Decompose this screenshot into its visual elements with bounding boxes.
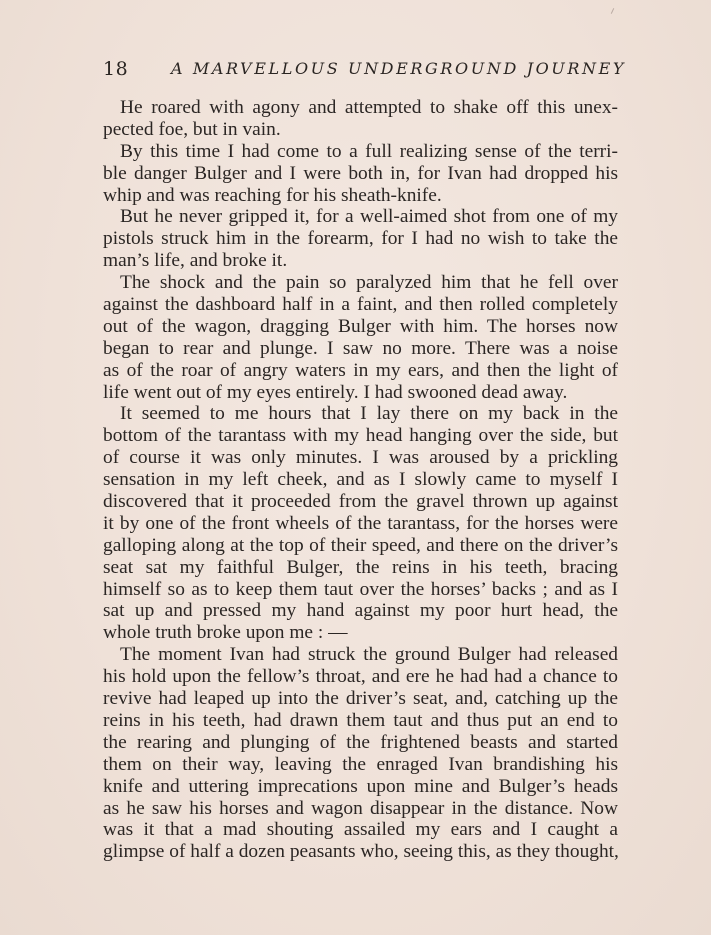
text-line: began to rear and plunge. I saw no more. There was a noise bbox=[103, 337, 618, 359]
text-line: the rearing and plunging of the frightened beasts and started bbox=[103, 731, 618, 753]
page-header bbox=[103, 58, 627, 84]
page-number: 18 bbox=[103, 58, 129, 80]
text-line: seat sat my faithful Bulger, the reins in his teeth, bracing bbox=[103, 556, 618, 578]
text-line: whip and was reaching for his sheath-knife. bbox=[103, 184, 442, 206]
text-line: reins in his teeth, had drawn them taut and thus put an end to bbox=[103, 709, 618, 731]
text-line: against the dashboard half in a faint, and then rolled completely bbox=[103, 294, 618, 316]
text-line: as he saw his horses and wagon disappear in the distance. Now bbox=[103, 797, 618, 819]
text-line: The shock and the pain so paralyzed him that he fell over bbox=[120, 272, 618, 294]
text-line: sensation in my left cheek, and as I slowly came to myself I bbox=[103, 469, 618, 491]
text-line: it by one of the front wheels of the tarantass, for the horses were bbox=[103, 512, 618, 534]
text-line: himself so as to keep them taut over the horses’ backs ; and as I bbox=[103, 578, 618, 600]
text-line: bottom of the tarantass with my head hanging over the side, but bbox=[103, 425, 618, 447]
text-line: whole truth broke upon me : — bbox=[103, 622, 348, 644]
text-line: of course it was only minutes. I was aroused by a prickling bbox=[103, 447, 618, 469]
text-line: It seemed to me hours that I lay there on my back in the bbox=[120, 403, 618, 425]
text-line: man’s life, and broke it. bbox=[103, 250, 288, 272]
text-line: discovered that it proceeded from the gravel thrown up against bbox=[103, 491, 618, 513]
text-line: But he never gripped it, for a well-aimed shot from one of my bbox=[120, 206, 618, 228]
text-line: He roared with agony and attempted to shake off this unex- bbox=[120, 97, 618, 118]
body-text bbox=[103, 97, 618, 863]
text-line: out of the wagon, dragging Bulger with him. The horses now bbox=[103, 315, 618, 337]
text-line: ble danger Bulger and I were both in, for Ivan had dropped his bbox=[103, 162, 618, 184]
text-line: as of the roar of angry waters in my ears, and then the light of bbox=[103, 359, 618, 381]
text-line: knife and uttering imprecations upon mine and Bulger’s heads bbox=[103, 775, 618, 797]
text-line: them on their way, leaving the enraged Ivan brandishing his bbox=[103, 753, 618, 775]
text-line: pected foe, but in vain. bbox=[103, 118, 281, 140]
pencil-mark bbox=[611, 8, 614, 14]
text-line: his hold upon the fellow’s throat, and ere he had had a chance to bbox=[103, 666, 618, 688]
running-title: A MARVELLOUS UNDERGROUND JOURNEY bbox=[171, 59, 627, 78]
text-line: glimpse of half a dozen peasants who, seeing this, as they thought, bbox=[103, 841, 619, 863]
text-line: sat up and pressed my hand against my poor hurt head, the bbox=[103, 600, 618, 622]
text-line: galloping along at the top of their speed, and there on the driver’s bbox=[103, 534, 618, 556]
text-line: pistols struck him in the forearm, for I had no wish to take the bbox=[103, 228, 618, 250]
text-line: life went out of my eyes entirely. I had swooned dead away. bbox=[103, 381, 568, 403]
text-line: The moment Ivan had struck the ground Bulger had released bbox=[120, 644, 618, 666]
text-line: revive had leaped up into the driver’s seat, and, catching up the bbox=[103, 688, 618, 710]
text-line: was it that a mad shouting assailed my ears and I caught a bbox=[103, 819, 618, 841]
text-line: By this time I had come to a full realizing sense of the terri- bbox=[120, 140, 618, 162]
